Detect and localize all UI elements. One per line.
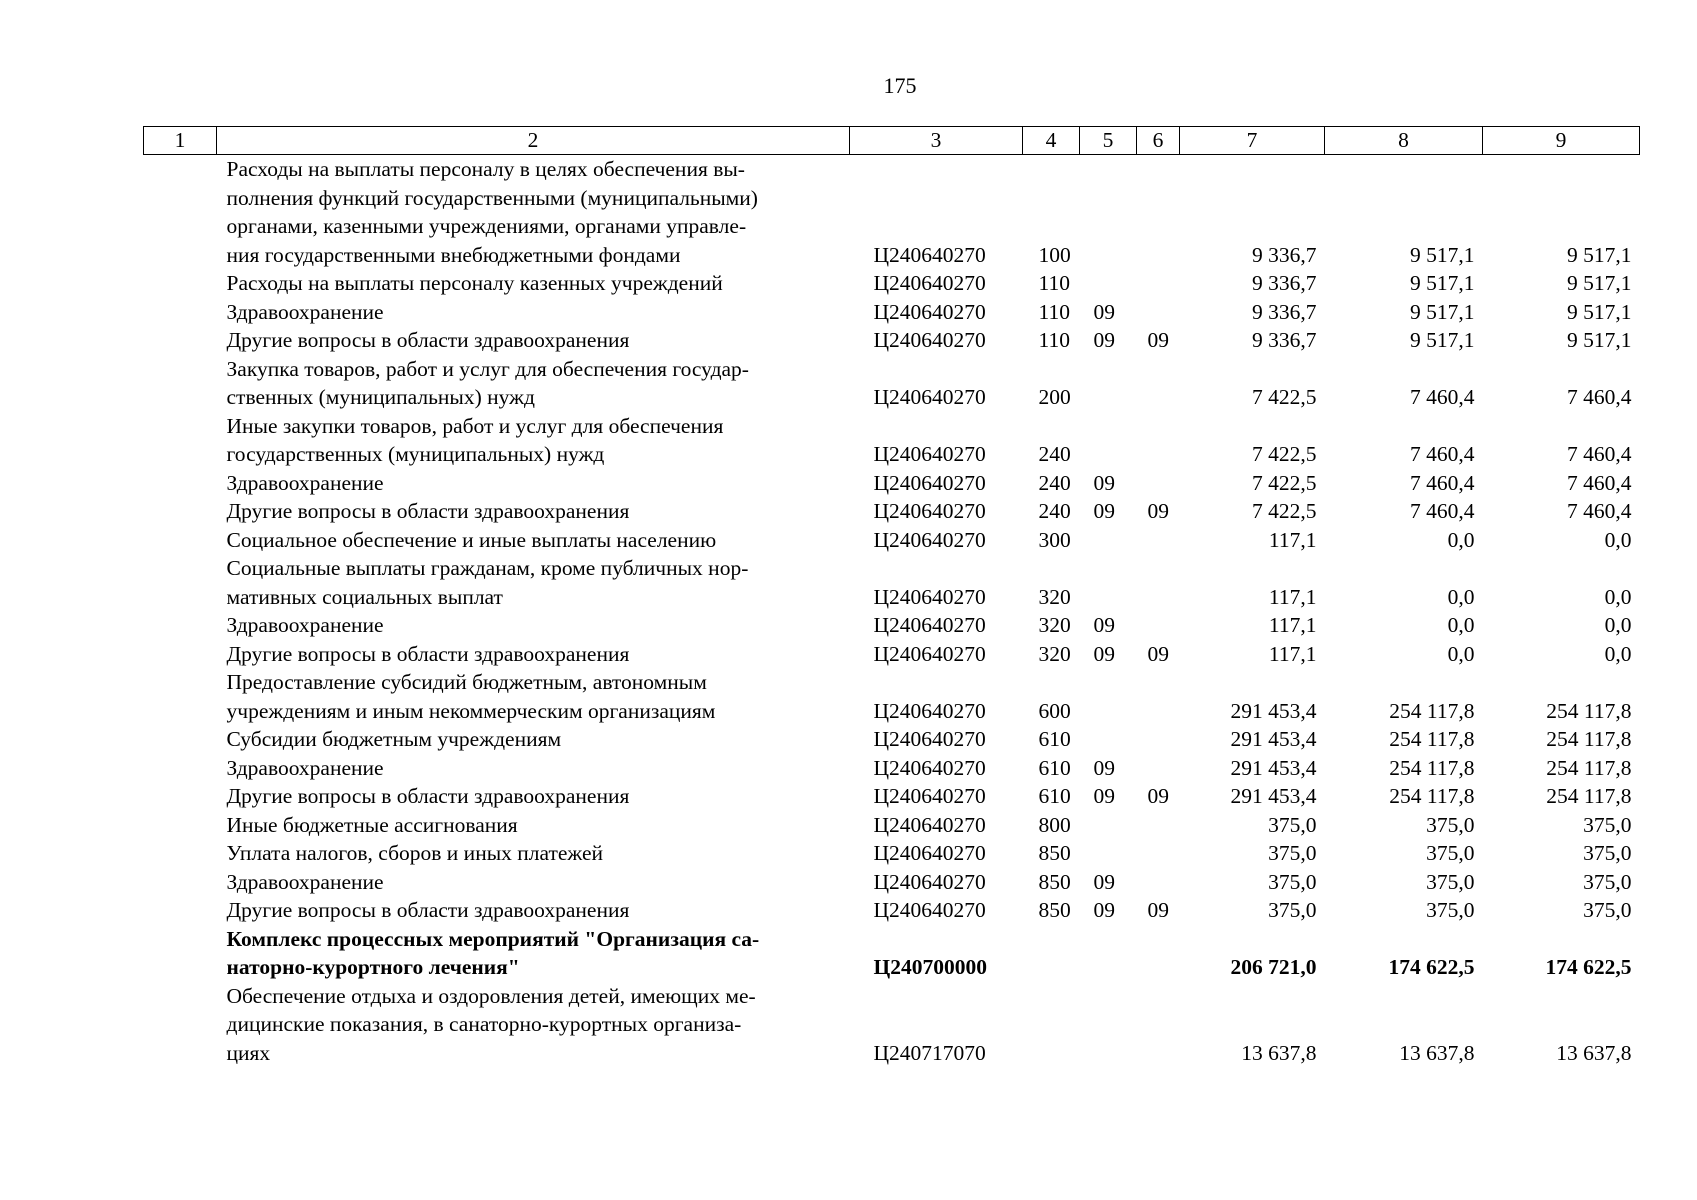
description-line: Здравоохранение xyxy=(226,755,384,780)
amount-year-2: 7 460,4 xyxy=(1410,499,1475,523)
header-row xyxy=(144,127,1640,155)
description-line: Здравоохранение xyxy=(226,470,384,495)
description-line: Другие вопросы в области здравоохранения xyxy=(226,641,630,666)
table-row xyxy=(144,754,1640,783)
amount-year-3: 254 117,8 xyxy=(1546,755,1632,780)
expense-type-code: 800 xyxy=(1038,812,1071,837)
description-line: Субсидии бюджетным учреждениям xyxy=(226,727,562,751)
description-line: учреждениям и иным некоммерческим организациям xyxy=(226,698,716,723)
table-row xyxy=(144,782,1640,811)
table-row xyxy=(144,469,1640,498)
amount-year-1: 9 336,7 xyxy=(1252,328,1317,352)
expense-type-code: 610 xyxy=(1038,727,1071,751)
expense-type-code: 320 xyxy=(1038,613,1071,637)
description-line: Комплекс процессных мероприятий "Организация са- xyxy=(226,926,760,951)
row-description xyxy=(217,868,850,897)
description-line: Расходы на выплаты персоналу казенных учреждений xyxy=(226,271,723,295)
section-code xyxy=(1080,526,1137,555)
subsection-code xyxy=(1137,868,1180,897)
amount-year-2: 13 637,8 xyxy=(1399,1040,1475,1065)
row-description xyxy=(217,611,850,640)
subsection-code xyxy=(1137,839,1180,868)
header-cell-9: 9 xyxy=(1483,127,1640,155)
amount-year-1: 117,1 xyxy=(1268,527,1317,552)
amount-year-1: 13 637,8 xyxy=(1241,1040,1317,1065)
table-row xyxy=(144,497,1640,526)
description-line: Обеспечение отдыха и оздоровления детей, имеющих ме- xyxy=(226,983,756,1008)
description-line: Закупка товаров, работ и услуг для обеспечения государ- xyxy=(226,356,749,381)
amount-year-2: 254 117,8 xyxy=(1389,755,1475,780)
table-row xyxy=(144,269,1640,298)
amount-year-2: 254 117,8 xyxy=(1389,698,1475,723)
amount-year-1: 7 422,5 xyxy=(1252,499,1317,523)
description-line: Социальные выплаты гражданам, кроме публичных нор- xyxy=(226,556,749,580)
amount-year-3: 9 517,1 xyxy=(1567,299,1632,324)
subsection-code: 09 xyxy=(1147,641,1169,666)
amount-year-1: 117,1 xyxy=(1268,613,1317,637)
section-code: 09 xyxy=(1093,784,1115,808)
table-row xyxy=(144,896,1640,925)
row-number-cell xyxy=(144,326,217,355)
amount-year-3: 13 637,8 xyxy=(1556,1040,1632,1065)
amount-year-1: 291 453,4 xyxy=(1230,698,1317,723)
amount-year-1: 291 453,4 xyxy=(1230,784,1317,808)
amount-year-1: 7 422,5 xyxy=(1252,385,1317,409)
row-description xyxy=(217,155,850,270)
row-description xyxy=(217,326,850,355)
amount-year-3: 174 622,5 xyxy=(1545,955,1632,979)
description-line: Другие вопросы в области здравоохранения xyxy=(226,499,630,523)
amount-year-3: 7 460,4 xyxy=(1567,442,1632,466)
header-cell-2: 2 xyxy=(217,127,850,155)
expense-type-code: 100 xyxy=(1038,242,1071,267)
description-line: Социальное обеспечение и иные выплаты населению xyxy=(226,527,717,552)
expense-type-code: 110 xyxy=(1038,271,1070,295)
section-code: 09 xyxy=(1093,328,1115,352)
subsection-code xyxy=(1137,269,1180,298)
amount-year-1: 206 721,0 xyxy=(1230,955,1317,979)
amount-year-1: 375,0 xyxy=(1268,841,1317,865)
description-line: государственных (муниципальных) нужд xyxy=(226,442,605,466)
target-article-code: Ц240640270 xyxy=(873,869,986,894)
target-article-code: Ц240700000 xyxy=(873,955,987,979)
row-description xyxy=(217,469,850,498)
section-code xyxy=(1080,925,1137,982)
subsection-code xyxy=(1137,298,1180,327)
amount-year-2: 0,0 xyxy=(1447,613,1475,637)
table-row xyxy=(144,526,1640,555)
description-line: ственных (муниципальных) нужд xyxy=(226,385,535,409)
subsection-code xyxy=(1137,982,1180,1068)
target-article-code: Ц240640270 xyxy=(873,755,986,780)
description-line: Здравоохранение xyxy=(226,613,384,637)
row-number-cell xyxy=(144,668,217,725)
amount-year-2: 7 460,4 xyxy=(1410,470,1475,495)
table-row xyxy=(144,839,1640,868)
amount-year-3: 7 460,4 xyxy=(1567,470,1632,495)
amount-year-1: 117,1 xyxy=(1268,584,1317,609)
amount-year-1: 9 336,7 xyxy=(1252,242,1317,267)
amount-year-2: 375,0 xyxy=(1426,812,1475,837)
amount-year-2: 9 517,1 xyxy=(1410,242,1475,267)
amount-year-3: 7 460,4 xyxy=(1567,499,1632,523)
row-description xyxy=(217,497,850,526)
amount-year-1: 291 453,4 xyxy=(1230,727,1317,751)
description-line: мативных социальных выплат xyxy=(226,584,503,609)
row-number-cell xyxy=(144,298,217,327)
subsection-code xyxy=(1137,412,1180,469)
amount-year-3: 9 517,1 xyxy=(1567,328,1632,352)
amount-year-2: 7 460,4 xyxy=(1410,442,1475,466)
amount-year-1: 375,0 xyxy=(1268,898,1317,922)
row-description xyxy=(217,298,850,327)
subsection-code xyxy=(1137,355,1180,412)
section-code xyxy=(1080,155,1137,270)
header-cell-7: 7 xyxy=(1180,127,1325,155)
row-number-cell xyxy=(144,982,217,1068)
row-description xyxy=(217,355,850,412)
table-row xyxy=(144,611,1640,640)
row-description xyxy=(217,640,850,669)
amount-year-3: 0,0 xyxy=(1604,613,1632,637)
amount-year-2: 254 117,8 xyxy=(1389,784,1475,808)
target-article-code: Ц240717070 xyxy=(873,1040,986,1065)
target-article-code: Ц240640270 xyxy=(873,641,986,666)
target-article-code: Ц240640270 xyxy=(873,812,986,837)
row-description xyxy=(217,725,850,754)
row-number-cell xyxy=(144,412,217,469)
description-line: наторно-курортного лечения" xyxy=(226,955,520,979)
header-cell-3: 3 xyxy=(850,127,1023,155)
table-row xyxy=(144,868,1640,897)
amount-year-1: 7 422,5 xyxy=(1252,470,1317,495)
header-cell-4: 4 xyxy=(1023,127,1080,155)
row-description xyxy=(217,554,850,611)
table-body xyxy=(144,155,1640,1068)
target-article-code: Ц240640270 xyxy=(873,841,986,865)
target-article-code: Ц240640270 xyxy=(873,299,986,324)
expense-type-code: 610 xyxy=(1038,755,1071,780)
amount-year-2: 0,0 xyxy=(1447,584,1475,609)
subsection-code xyxy=(1137,554,1180,611)
row-number-cell xyxy=(144,526,217,555)
section-code: 09 xyxy=(1093,869,1115,894)
row-number-cell xyxy=(144,839,217,868)
table-row xyxy=(144,155,1640,270)
amount-year-3: 375,0 xyxy=(1583,841,1632,865)
description-line: Уплата налогов, сборов и иных платежей xyxy=(226,841,604,865)
expense-type-code: 850 xyxy=(1038,869,1071,894)
expense-type-code: 110 xyxy=(1038,328,1070,352)
table-row xyxy=(144,725,1640,754)
section-code: 09 xyxy=(1093,613,1115,637)
budget-table xyxy=(143,126,1640,1067)
description-line: дицинские показания, в санаторно-курортных организа- xyxy=(226,1012,742,1036)
subsection-code xyxy=(1137,725,1180,754)
expense-type-code: 320 xyxy=(1038,641,1071,666)
row-description xyxy=(217,782,850,811)
target-article-code: Ц240640270 xyxy=(873,698,986,723)
section-code: 09 xyxy=(1093,499,1115,523)
row-description xyxy=(217,896,850,925)
amount-year-2: 9 517,1 xyxy=(1410,328,1475,352)
amount-year-3: 375,0 xyxy=(1583,869,1632,894)
description-line: Другие вопросы в области здравоохранения xyxy=(226,784,630,808)
amount-year-2: 7 460,4 xyxy=(1410,385,1475,409)
amount-year-1: 375,0 xyxy=(1268,869,1317,894)
subsection-code xyxy=(1137,668,1180,725)
subsection-code xyxy=(1137,469,1180,498)
header-cell-5: 5 xyxy=(1080,127,1137,155)
subsection-code xyxy=(1137,526,1180,555)
amount-year-3: 254 117,8 xyxy=(1546,698,1632,723)
expense-type-code: 850 xyxy=(1038,841,1071,865)
amount-year-2: 375,0 xyxy=(1426,841,1475,865)
target-article-code: Ц240640270 xyxy=(873,242,986,267)
row-description xyxy=(217,412,850,469)
row-number-cell xyxy=(144,554,217,611)
subsection-code xyxy=(1137,155,1180,270)
amount-year-3: 0,0 xyxy=(1604,641,1632,666)
amount-year-2: 0,0 xyxy=(1447,641,1475,666)
subsection-code: 09 xyxy=(1147,499,1169,523)
header-cell-8: 8 xyxy=(1325,127,1483,155)
expense-type-code: 240 xyxy=(1038,442,1071,466)
amount-year-2: 375,0 xyxy=(1426,869,1475,894)
amount-year-1: 9 336,7 xyxy=(1252,299,1317,324)
target-article-code: Ц240640270 xyxy=(873,613,986,637)
subsection-code xyxy=(1137,754,1180,783)
amount-year-1: 117,1 xyxy=(1268,641,1317,666)
section-code xyxy=(1080,811,1137,840)
amount-year-2: 0,0 xyxy=(1447,527,1475,552)
row-description xyxy=(217,982,850,1068)
expense-type-code: 610 xyxy=(1038,784,1071,808)
subsection-code: 09 xyxy=(1147,328,1169,352)
section-code xyxy=(1080,412,1137,469)
row-number-cell xyxy=(144,497,217,526)
description-line: полнения функций государственными (муниципальными) xyxy=(226,185,758,210)
row-description xyxy=(217,839,850,868)
subsection-code xyxy=(1137,611,1180,640)
section-code xyxy=(1080,554,1137,611)
row-description xyxy=(217,925,850,982)
description-line: Предоставление субсидий бюджетным, автономным xyxy=(226,670,707,694)
row-number-cell xyxy=(144,782,217,811)
row-number-cell xyxy=(144,355,217,412)
table-row xyxy=(144,640,1640,669)
expense-type-code: 240 xyxy=(1038,499,1071,523)
amount-year-3: 0,0 xyxy=(1604,584,1632,609)
section-code: 09 xyxy=(1093,299,1115,324)
section-code xyxy=(1080,269,1137,298)
row-number-cell xyxy=(144,811,217,840)
row-number-cell xyxy=(144,725,217,754)
target-article-code: Ц240640270 xyxy=(873,584,986,609)
section-code xyxy=(1080,668,1137,725)
subsection-code xyxy=(1137,925,1180,982)
row-number-cell xyxy=(144,155,217,270)
table-row xyxy=(144,298,1640,327)
expense-type-code: 320 xyxy=(1038,584,1071,609)
table-row xyxy=(144,326,1640,355)
amount-year-2: 9 517,1 xyxy=(1410,271,1475,295)
amount-year-2: 254 117,8 xyxy=(1389,727,1475,751)
amount-year-3: 9 517,1 xyxy=(1567,271,1632,295)
target-article-code: Ц240640270 xyxy=(873,499,986,523)
subsection-code: 09 xyxy=(1147,898,1169,922)
row-number-cell xyxy=(144,896,217,925)
section-code xyxy=(1080,355,1137,412)
amount-year-3: 254 117,8 xyxy=(1546,784,1632,808)
row-description xyxy=(217,811,850,840)
description-line: Расходы на выплаты персоналу в целях обеспечения вы- xyxy=(226,157,745,181)
row-description xyxy=(217,754,850,783)
row-number-cell xyxy=(144,868,217,897)
expense-type-code: 200 xyxy=(1038,385,1071,409)
target-article-code: Ц240640270 xyxy=(873,385,986,409)
row-description xyxy=(217,526,850,555)
row-number-cell xyxy=(144,269,217,298)
row-description xyxy=(217,269,850,298)
section-code: 09 xyxy=(1093,470,1115,495)
amount-year-1: 9 336,7 xyxy=(1252,271,1317,295)
amount-year-3: 7 460,4 xyxy=(1567,385,1632,409)
table-row xyxy=(144,925,1640,982)
target-article-code: Ц240640270 xyxy=(873,470,986,495)
table-row xyxy=(144,412,1640,469)
expense-type-code xyxy=(1023,982,1080,1068)
table-header xyxy=(144,127,1640,155)
target-article-code: Ц240640270 xyxy=(873,328,986,352)
expense-type-code: 300 xyxy=(1038,527,1071,552)
header-cell-1: 1 xyxy=(144,127,217,155)
subsection-code xyxy=(1137,811,1180,840)
section-code: 09 xyxy=(1093,898,1115,922)
section-code: 09 xyxy=(1093,755,1115,780)
amount-year-3: 9 517,1 xyxy=(1567,242,1632,267)
expense-type-code: 850 xyxy=(1038,898,1071,922)
amount-year-2: 9 517,1 xyxy=(1410,299,1475,324)
description-line: Другие вопросы в области здравоохранения xyxy=(226,898,630,922)
table-row xyxy=(144,982,1640,1068)
section-code xyxy=(1080,725,1137,754)
subsection-code: 09 xyxy=(1147,784,1169,808)
amount-year-1: 375,0 xyxy=(1268,812,1317,837)
page-number: 175 xyxy=(883,73,917,98)
table-row xyxy=(144,554,1640,611)
section-code xyxy=(1080,982,1137,1068)
table-row xyxy=(144,668,1640,725)
header-cell-6: 6 xyxy=(1137,127,1180,155)
target-article-code: Ц240640270 xyxy=(873,442,986,466)
description-line: Другие вопросы в области здравоохранения xyxy=(226,328,630,352)
expense-type-code: 600 xyxy=(1038,698,1071,723)
row-number-cell xyxy=(144,640,217,669)
row-number-cell xyxy=(144,469,217,498)
expense-type-code xyxy=(1023,925,1080,982)
row-number-cell xyxy=(144,754,217,783)
expense-type-code: 110 xyxy=(1038,299,1070,324)
description-line: Здравоохранение xyxy=(226,869,384,894)
amount-year-2: 174 622,5 xyxy=(1388,955,1475,979)
table-row xyxy=(144,811,1640,840)
row-number-cell xyxy=(144,611,217,640)
section-code xyxy=(1080,839,1137,868)
amount-year-3: 375,0 xyxy=(1583,812,1632,837)
description-line: Иные закупки товаров, работ и услуг для обеспечения xyxy=(226,413,724,438)
amount-year-1: 7 422,5 xyxy=(1252,442,1317,466)
description-line: циях xyxy=(226,1040,271,1065)
expense-type-code: 240 xyxy=(1038,470,1071,495)
amount-year-3: 375,0 xyxy=(1583,898,1632,922)
description-line: Иные бюджетные ассигнования xyxy=(226,812,518,837)
amount-year-1: 291 453,4 xyxy=(1230,755,1317,780)
table-row xyxy=(144,355,1640,412)
section-code: 09 xyxy=(1093,641,1115,666)
target-article-code: Ц240640270 xyxy=(873,527,986,552)
description-line: Здравоохранение xyxy=(226,299,384,324)
amount-year-3: 0,0 xyxy=(1604,527,1632,552)
target-article-code: Ц240640270 xyxy=(873,727,986,751)
row-number-cell xyxy=(144,925,217,982)
target-article-code: Ц240640270 xyxy=(873,271,986,295)
description-line: органами, казенными учреждениями, органами управле- xyxy=(226,214,747,238)
target-article-code: Ц240640270 xyxy=(873,784,986,808)
target-article-code: Ц240640270 xyxy=(873,898,986,922)
amount-year-3: 254 117,8 xyxy=(1546,727,1632,751)
row-description xyxy=(217,668,850,725)
amount-year-2: 375,0 xyxy=(1426,898,1475,922)
description-line: ния государственными внебюджетными фондами xyxy=(226,242,681,267)
